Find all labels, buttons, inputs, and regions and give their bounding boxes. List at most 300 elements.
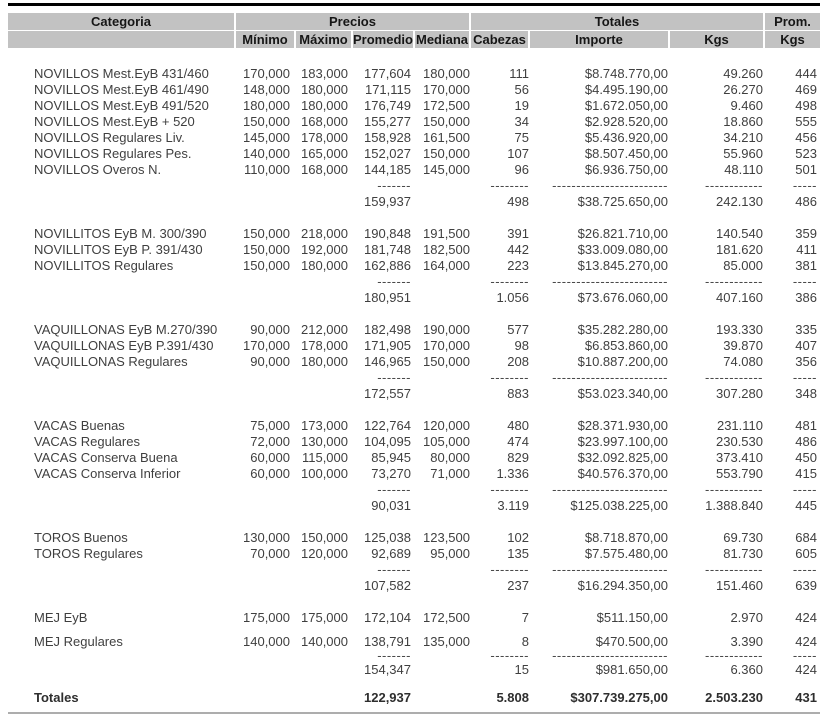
- maximo-cell: 180,000: [301, 82, 348, 97]
- minimo-cell: 180,000: [243, 98, 290, 113]
- categoria-cell: [8, 194, 236, 210]
- kgs-cell: 1.388.840: [705, 498, 763, 513]
- totals-mediana-cell: [415, 690, 471, 706]
- promedio-cell: 92,689: [371, 546, 411, 561]
- header-cabezas: Cabezas: [471, 31, 530, 48]
- minimo-cell: [236, 290, 296, 306]
- group-gap: [8, 402, 820, 418]
- categoria-cell: VACAS Conserva Inferior: [34, 466, 181, 481]
- table-row: [8, 66, 820, 82]
- prom-cell: 415: [795, 466, 817, 481]
- mediana-cell: 190,000: [423, 322, 470, 337]
- subtotal-row: [8, 194, 820, 210]
- kgs-cell: ------------: [705, 370, 763, 385]
- maximo-cell: 130,000: [301, 434, 348, 449]
- grand-totals-row: [8, 690, 820, 706]
- categoria-cell: NOVILLITOS EyB P. 391/430: [34, 242, 203, 257]
- minimo-cell: 90,000: [250, 322, 290, 337]
- kgs-cell: 85.000: [723, 258, 763, 273]
- mediana-cell: 150,000: [423, 354, 470, 369]
- top-rule: [8, 3, 820, 6]
- categoria-cell: NOVILLOS Mest.EyB 431/460: [34, 66, 209, 81]
- header-group-row: [8, 13, 820, 31]
- maximo-cell: 100,000: [301, 466, 348, 481]
- importe-cell: $5.436.920,00: [584, 130, 668, 145]
- header-minimo: Mínimo: [236, 31, 296, 48]
- prom-cell: 605: [795, 546, 817, 561]
- cabezas-cell: 75: [514, 130, 529, 145]
- header-kgs: Kgs: [670, 31, 765, 48]
- table-row: [8, 242, 820, 258]
- importe-cell: $7.575.480,00: [584, 546, 668, 561]
- promedio-cell: -------: [377, 562, 411, 577]
- maximo-cell: [296, 498, 353, 514]
- prom-cell: -----: [792, 178, 817, 193]
- cabezas-cell: 208: [507, 354, 529, 369]
- importe-cell: $4.495.190,00: [584, 82, 668, 97]
- kgs-cell: 553.790: [716, 466, 763, 481]
- cabezas-cell: --------: [490, 370, 529, 385]
- promedio-cell: 181,748: [364, 242, 411, 257]
- kgs-cell: ------------: [705, 482, 763, 497]
- separator-row: [8, 562, 820, 578]
- promedio-cell: 171,905: [364, 338, 411, 353]
- table-body: [8, 66, 820, 690]
- cabezas-cell: 98: [514, 338, 529, 353]
- table-row: [8, 322, 820, 338]
- header-mediana: Mediana: [415, 31, 471, 48]
- importe-cell: $16.294.350,00: [577, 578, 668, 593]
- promedio-cell: 180,951: [364, 290, 411, 305]
- promedio-cell: 172,557: [364, 386, 411, 401]
- mediana-cell: [415, 386, 471, 402]
- kgs-cell: 140.540: [716, 226, 763, 241]
- importe-cell: $8.507.450,00: [584, 146, 668, 161]
- importe-cell: $38.725.650,00: [577, 194, 668, 209]
- importe-cell: $53.023.340,00: [577, 386, 668, 401]
- categoria-cell: [8, 498, 236, 514]
- kgs-cell: 69.730: [723, 530, 763, 545]
- totals-cabezas-cell: 5.808: [496, 690, 529, 705]
- prom-cell: 684: [795, 530, 817, 545]
- minimo-cell: [236, 562, 296, 578]
- table-row: [8, 546, 820, 562]
- prom-cell: -----: [792, 370, 817, 385]
- importe-cell: $40.576.370,00: [577, 466, 668, 481]
- minimo-cell: [236, 498, 296, 514]
- promedio-cell: 125,038: [364, 530, 411, 545]
- minimo-cell: 150,000: [243, 258, 290, 273]
- promedio-cell: 146,965: [364, 354, 411, 369]
- maximo-cell: [296, 562, 353, 578]
- maximo-cell: 168,000: [301, 162, 348, 177]
- prom-cell: 450: [795, 450, 817, 465]
- group-gap: [8, 306, 820, 322]
- cabezas-cell: 577: [507, 322, 529, 337]
- table-row: [8, 162, 820, 178]
- importe-cell: $511.150,00: [596, 610, 668, 625]
- importe-cell: $33.009.080,00: [577, 242, 668, 257]
- importe-cell: $470.500,00: [595, 634, 668, 649]
- prom-cell: 386: [795, 290, 817, 305]
- promedio-cell: 172,104: [364, 610, 411, 625]
- promedio-cell: 152,027: [364, 146, 411, 161]
- minimo-cell: [236, 178, 296, 194]
- promedio-cell: 162,886: [364, 258, 411, 273]
- header-columns-row: [8, 31, 820, 48]
- cabezas-cell: 498: [507, 194, 529, 209]
- maximo-cell: 180,000: [301, 258, 348, 273]
- prom-cell: 456: [795, 130, 817, 145]
- minimo-cell: 150,000: [243, 226, 290, 241]
- group-gap: [8, 678, 820, 690]
- prom-cell: 498: [795, 98, 817, 113]
- separator-row: [8, 178, 820, 194]
- table-row: [8, 226, 820, 242]
- categoria-cell: VACAS Regulares: [34, 434, 140, 449]
- table-row: [8, 450, 820, 466]
- table-row: [8, 258, 820, 274]
- cabezas-cell: 237: [507, 578, 529, 593]
- group-gap: [8, 210, 820, 226]
- totals-minimo-cell: [236, 690, 296, 706]
- cabezas-cell: 111: [509, 66, 529, 81]
- categoria-cell: NOVILLOS Mest.EyB 461/490: [34, 82, 209, 97]
- minimo-cell: 175,000: [243, 610, 290, 625]
- mediana-cell: [415, 578, 471, 594]
- categoria-cell: VAQUILLONAS EyB M.270/390: [34, 322, 218, 337]
- promedio-cell: 90,031: [371, 498, 411, 513]
- importe-cell: $26.821.710,00: [577, 226, 668, 241]
- maximo-cell: 178,000: [301, 130, 348, 145]
- promedio-cell: 171,115: [364, 82, 411, 97]
- kgs-cell: 49.260: [723, 66, 763, 81]
- table-row: [8, 114, 820, 130]
- kgs-cell: 407.160: [716, 290, 763, 305]
- kgs-cell: ------------: [705, 650, 763, 662]
- cabezas-cell: --------: [490, 178, 529, 193]
- cabezas-cell: 102: [507, 530, 529, 545]
- mediana-cell: 150,000: [423, 146, 470, 161]
- importe-cell: $6.853.860,00: [584, 338, 668, 353]
- kgs-cell: 39.870: [723, 338, 763, 353]
- promedio-cell: -------: [377, 650, 411, 662]
- importe-cell: $32.092.825,00: [577, 450, 668, 465]
- promedio-cell: 138,791: [364, 634, 411, 649]
- mediana-cell: [415, 498, 471, 514]
- totals-kgs-cell: 2.503.230: [705, 690, 763, 705]
- categoria-cell: MEJ Regulares: [34, 634, 123, 649]
- minimo-cell: [236, 386, 296, 402]
- minimo-cell: 148,000: [243, 82, 290, 97]
- group-gap: [8, 626, 820, 634]
- categoria-cell: [8, 290, 236, 306]
- cabezas-cell: 223: [507, 258, 529, 273]
- importe-cell: $2.928.520,00: [584, 114, 668, 129]
- group-gap: [8, 514, 820, 530]
- kgs-cell: ------------: [705, 178, 763, 193]
- importe-cell: $981.650,00: [595, 662, 668, 677]
- promedio-cell: -------: [377, 178, 411, 193]
- totals-promedio-cell: 122,937: [364, 690, 411, 705]
- maximo-cell: 140,000: [301, 634, 348, 649]
- importe-cell: $125.038.225,00: [570, 498, 668, 513]
- maximo-cell: 115,000: [301, 450, 348, 465]
- prom-cell: 424: [795, 662, 817, 677]
- kgs-cell: 242.130: [716, 194, 763, 209]
- kgs-cell: 81.730: [723, 546, 763, 561]
- mediana-cell: [415, 274, 471, 290]
- prom-cell: 481: [795, 418, 817, 433]
- minimo-cell: [236, 194, 296, 210]
- maximo-cell: 180,000: [301, 98, 348, 113]
- maximo-cell: [296, 194, 353, 210]
- minimo-cell: 130,000: [243, 530, 290, 545]
- maximo-cell: [296, 290, 353, 306]
- prom-cell: 348: [795, 386, 817, 401]
- importe-cell: ------------------------: [552, 274, 668, 289]
- separator-row: [8, 650, 820, 662]
- minimo-cell: 60,000: [250, 450, 290, 465]
- importe-cell: $8.718.870,00: [584, 530, 668, 545]
- minimo-cell: 110,000: [243, 162, 290, 177]
- kgs-cell: 55.960: [723, 146, 763, 161]
- cabezas-cell: 96: [514, 162, 529, 177]
- importe-cell: $8.748.770,00: [584, 66, 668, 81]
- categoria-cell: NOVILLITOS EyB M. 300/390: [34, 226, 207, 241]
- maximo-cell: [296, 482, 353, 498]
- subtotal-row: [8, 498, 820, 514]
- categoria-cell: [8, 662, 236, 678]
- promedio-cell: -------: [377, 482, 411, 497]
- prom-cell: 501: [795, 162, 817, 177]
- promedio-cell: 107,582: [364, 578, 411, 593]
- prom-cell: 486: [795, 434, 817, 449]
- kgs-cell: 48.110: [724, 162, 763, 177]
- mediana-cell: [415, 290, 471, 306]
- totals-label: Totales: [34, 690, 79, 705]
- separator-row: [8, 274, 820, 290]
- promedio-cell: 73,270: [371, 466, 411, 481]
- maximo-cell: [296, 386, 353, 402]
- categoria-cell: TOROS Regulares: [34, 546, 143, 561]
- totals-importe-cell: $307.739.275,00: [570, 690, 668, 705]
- minimo-cell: [236, 650, 296, 662]
- minimo-cell: [236, 274, 296, 290]
- kgs-cell: 181.620: [716, 242, 763, 257]
- categoria-cell: NOVILLOS Mest.EyB + 520: [34, 114, 195, 129]
- mediana-cell: [415, 482, 471, 498]
- cabezas-cell: 474: [507, 434, 529, 449]
- kgs-cell: 373.410: [716, 450, 763, 465]
- promedio-cell: 158,928: [364, 130, 411, 145]
- header-maximo: Máximo: [296, 31, 353, 48]
- categoria-cell: NOVILLOS Mest.EyB 491/520: [34, 98, 209, 113]
- maximo-cell: [296, 370, 353, 386]
- cabezas-cell: 883: [507, 386, 529, 401]
- categoria-cell: VACAS Buenas: [34, 418, 125, 433]
- kgs-cell: 34.210: [723, 130, 763, 145]
- cabezas-cell: 7: [521, 610, 529, 625]
- prom-cell: 523: [795, 146, 817, 161]
- promedio-cell: 155,277: [364, 114, 411, 129]
- kgs-cell: 3.390: [730, 634, 763, 649]
- mediana-cell: 95,000: [430, 546, 470, 561]
- header-empty-cell: [8, 31, 236, 48]
- cabezas-cell: 442: [507, 242, 529, 257]
- mediana-cell: 182,500: [423, 242, 470, 257]
- bottom-rule: [8, 712, 820, 714]
- prom-cell: 445: [795, 498, 817, 513]
- prom-cell: 424: [795, 610, 817, 625]
- kgs-cell: 151.460: [716, 578, 763, 593]
- minimo-cell: 72,000: [250, 434, 290, 449]
- minimo-cell: 140,000: [243, 634, 290, 649]
- categoria-cell: VAQUILLONAS EyB P.391/430: [34, 338, 214, 353]
- categoria-cell: [8, 562, 236, 578]
- categoria-cell: NOVILLITOS Regulares: [34, 258, 174, 273]
- promedio-cell: 176,749: [364, 98, 411, 113]
- cabezas-cell: 1.336: [496, 466, 529, 481]
- minimo-cell: 60,000: [250, 466, 290, 481]
- prom-cell: -----: [792, 562, 817, 577]
- prom-cell: 469: [795, 82, 817, 97]
- kgs-cell: 26.270: [723, 82, 763, 97]
- mediana-cell: 71,000: [430, 466, 470, 481]
- maximo-cell: 178,000: [301, 338, 348, 353]
- importe-cell: ------------------------: [552, 370, 668, 385]
- cabezas-cell: 135: [507, 546, 529, 561]
- mediana-cell: 123,500: [423, 530, 470, 545]
- promedio-cell: 190,848: [364, 226, 411, 241]
- prom-cell: 381: [795, 258, 817, 273]
- kgs-cell: 230.530: [716, 434, 763, 449]
- categoria-cell: NOVILLOS Overos N.: [34, 162, 162, 177]
- categoria-cell: [8, 650, 236, 662]
- categoria-cell: [8, 482, 236, 498]
- table-row: [8, 354, 820, 370]
- maximo-cell: 165,000: [301, 146, 348, 161]
- header-prom-kgs: Kgs: [765, 31, 820, 48]
- mediana-cell: 180,000: [423, 66, 470, 81]
- categoria-cell: VACAS Conserva Buena: [34, 450, 178, 465]
- header-spacer: [8, 48, 820, 66]
- cabezas-cell: --------: [490, 274, 529, 289]
- mediana-cell: 150,000: [423, 114, 470, 129]
- cabezas-cell: 1.056: [496, 290, 529, 305]
- promedio-cell: 144,185: [364, 162, 411, 177]
- cabezas-cell: 480: [507, 418, 529, 433]
- cabezas-cell: 3.119: [497, 498, 529, 513]
- maximo-cell: [296, 178, 353, 194]
- header-promedio: Promedio: [353, 31, 415, 48]
- mediana-cell: 172,500: [423, 98, 470, 113]
- minimo-cell: 150,000: [243, 114, 290, 129]
- cabezas-cell: 56: [514, 82, 529, 97]
- cabezas-cell: --------: [490, 482, 529, 497]
- minimo-cell: 90,000: [250, 354, 290, 369]
- importe-cell: $73.676.060,00: [577, 290, 668, 305]
- promedio-cell: 85,945: [371, 450, 411, 465]
- totals-maximo-cell: [296, 690, 353, 706]
- mediana-cell: 120,000: [423, 418, 470, 433]
- mediana-cell: 170,000: [423, 82, 470, 97]
- mediana-cell: [415, 662, 471, 678]
- subtotal-row: [8, 578, 820, 594]
- promedio-cell: 104,095: [364, 434, 411, 449]
- kgs-cell: 9.460: [730, 98, 763, 113]
- maximo-cell: 183,000: [301, 66, 348, 81]
- promedio-cell: 177,604: [364, 66, 411, 81]
- prom-cell: 555: [795, 114, 817, 129]
- table-row: [8, 634, 820, 650]
- minimo-cell: [236, 578, 296, 594]
- maximo-cell: 168,000: [301, 114, 348, 129]
- mediana-cell: 164,000: [423, 258, 470, 273]
- table-row: [8, 466, 820, 482]
- categoria-cell: [8, 578, 236, 594]
- kgs-cell: 231.110: [716, 418, 763, 433]
- cabezas-cell: --------: [490, 562, 529, 577]
- header-prom-group: Prom.: [765, 13, 820, 31]
- header-precios-group: Precios: [236, 13, 471, 31]
- prom-cell: -----: [792, 650, 817, 662]
- table-row: [8, 82, 820, 98]
- categoria-cell: VAQUILLONAS Regulares: [34, 354, 188, 369]
- mediana-cell: [415, 194, 471, 210]
- promedio-cell: 159,937: [364, 194, 411, 209]
- maximo-cell: 173,000: [301, 418, 348, 433]
- importe-cell: ------------------------: [552, 482, 668, 497]
- cabezas-cell: 15: [514, 662, 529, 677]
- table-row: [8, 610, 820, 626]
- maximo-cell: 120,000: [301, 546, 348, 561]
- maximo-cell: [296, 662, 353, 678]
- categoria-cell: MEJ EyB: [34, 610, 88, 625]
- maximo-cell: [296, 578, 353, 594]
- kgs-cell: 6.360: [730, 662, 763, 677]
- importe-cell: $28.371.930,00: [577, 418, 668, 433]
- promedio-cell: 154,347: [364, 662, 411, 677]
- mediana-cell: 145,000: [423, 162, 470, 177]
- minimo-cell: 170,000: [243, 66, 290, 81]
- importe-cell: $6.936.750,00: [584, 162, 668, 177]
- promedio-cell: -------: [377, 274, 411, 289]
- categoria-cell: TOROS Buenos: [34, 530, 128, 545]
- table-row: [8, 434, 820, 450]
- importe-cell: ------------------------: [552, 178, 668, 193]
- maximo-cell: 180,000: [301, 354, 348, 369]
- prom-cell: 424: [795, 634, 817, 649]
- cabezas-cell: 107: [507, 146, 529, 161]
- mediana-cell: [415, 370, 471, 386]
- mediana-cell: 105,000: [423, 434, 470, 449]
- mediana-cell: [415, 562, 471, 578]
- mediana-cell: [415, 178, 471, 194]
- cabezas-cell: 34: [514, 114, 529, 129]
- table-row: [8, 530, 820, 546]
- prom-cell: 639: [795, 578, 817, 593]
- kgs-cell: ------------: [705, 562, 763, 577]
- subtotal-row: [8, 290, 820, 306]
- kgs-cell: 2.970: [730, 610, 763, 625]
- mediana-cell: 161,500: [423, 130, 470, 145]
- mediana-cell: 170,000: [423, 338, 470, 353]
- prom-cell: -----: [792, 482, 817, 497]
- cabezas-cell: 391: [507, 226, 529, 241]
- group-gap: [8, 594, 820, 610]
- prom-cell: 486: [795, 194, 817, 209]
